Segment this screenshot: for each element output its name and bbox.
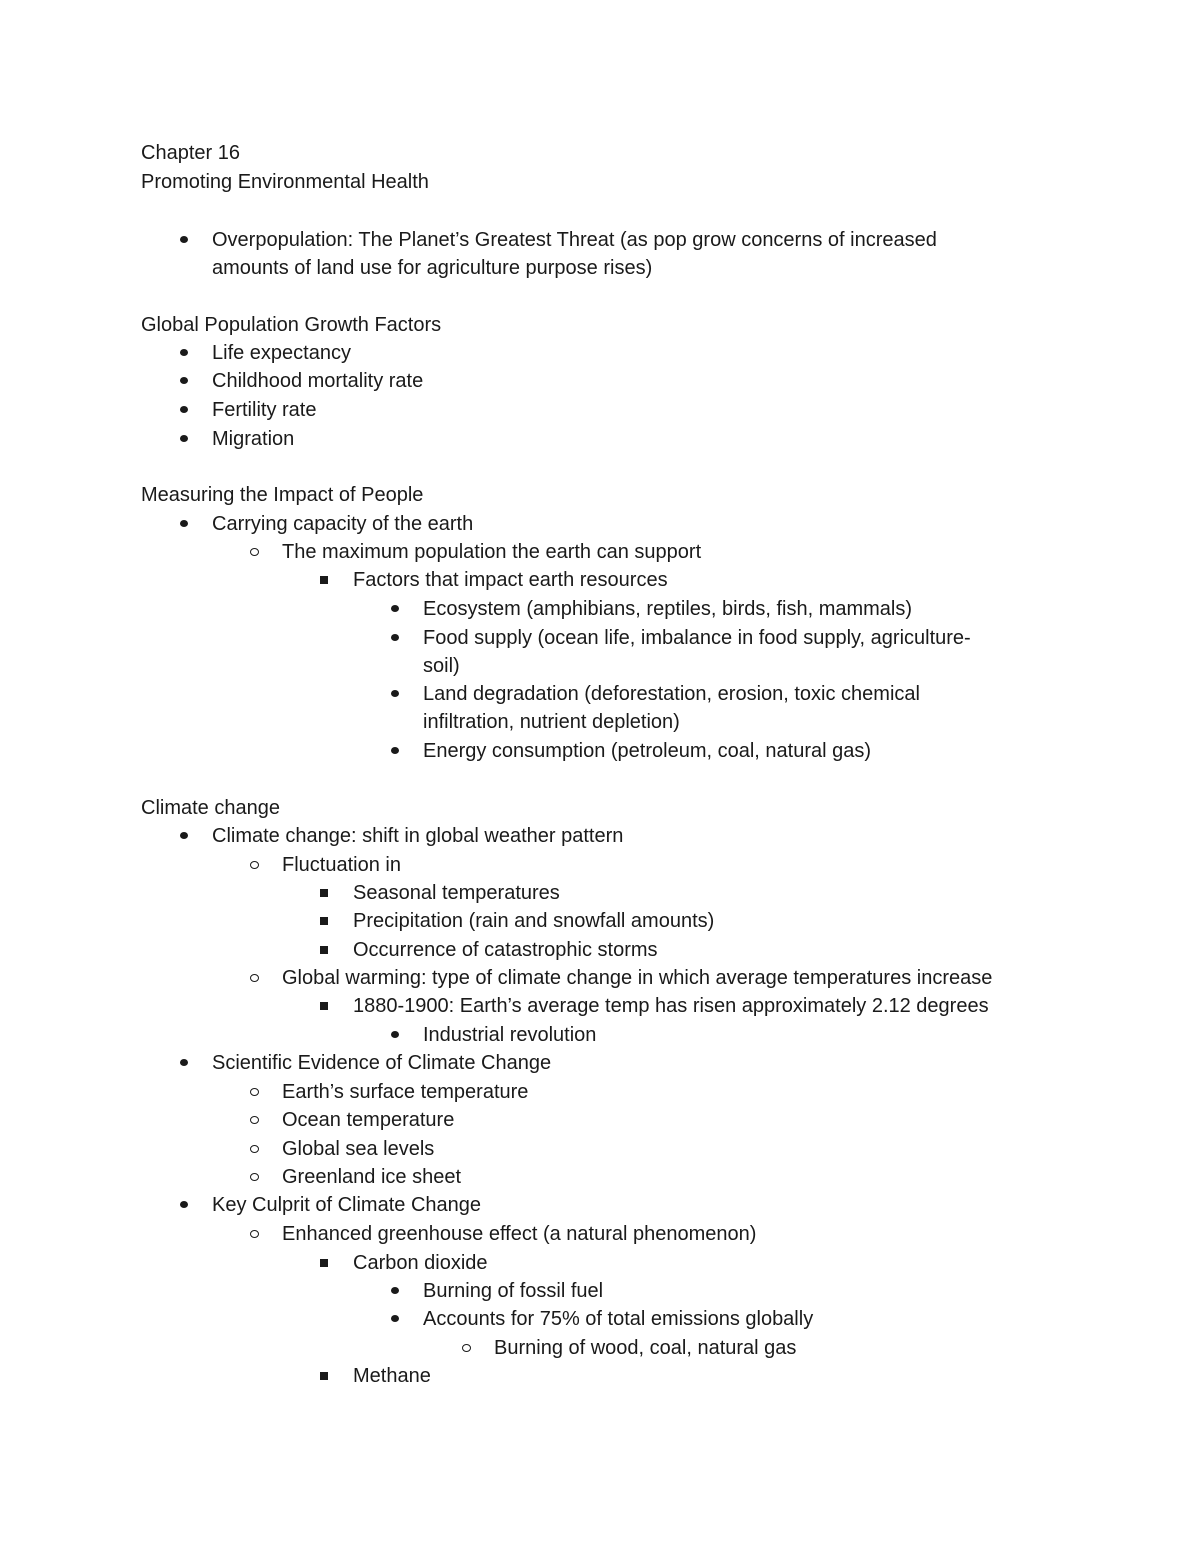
- bullet-dot-icon: [180, 406, 188, 413]
- bullet-dot-icon: [180, 377, 188, 384]
- bullet-square-icon: [320, 917, 328, 925]
- bullet-dot-icon: [391, 634, 399, 641]
- bullet-dot-icon: [180, 1201, 188, 1208]
- bullet-dot-icon: [391, 690, 399, 697]
- section-heading: Climate change: [141, 797, 280, 819]
- bullet-dot-icon: [180, 520, 188, 527]
- bullet-circle-icon: [250, 1173, 259, 1181]
- bullet-square-icon: [320, 1002, 328, 1010]
- bullet-dot-icon: [180, 236, 188, 243]
- bullet-circle-icon: [250, 974, 259, 982]
- bullet-dot-icon: [391, 605, 399, 612]
- page-title: Promoting Environmental Health: [141, 171, 429, 193]
- list-item-continuation: infiltration, nutrient depletion): [423, 711, 680, 733]
- bullet-circle-icon: [250, 548, 259, 556]
- bullet-dot-icon: [391, 747, 399, 754]
- bullet-circle-icon: [250, 1230, 259, 1238]
- bullet-square-icon: [320, 576, 328, 584]
- bullet-dot-icon: [391, 1287, 399, 1294]
- chapter-label: Chapter 16: [141, 142, 240, 164]
- bullet-dot-icon: [180, 435, 188, 442]
- bullet-dot-icon: [180, 349, 188, 356]
- bullet-dot-icon: [180, 832, 188, 839]
- bullet-circle-icon: [250, 1145, 259, 1153]
- bullet-dot-icon: [180, 1059, 188, 1066]
- bullet-circle-icon: [250, 1088, 259, 1096]
- section-heading: Global Population Growth Factors: [141, 314, 442, 336]
- list-item-continuation: amounts of land use for agriculture purpose rises): [212, 257, 653, 279]
- bullet-circle-icon: [250, 1116, 259, 1124]
- document-page: Chapter 16 Promoting Environmental Health Overpopulation: The Planet’s Greatest Threat (as pop grow concerns of increased amounts of land use for agriculture purpose rises) Global Population Growth Factors Life expectancy Childhood mortality rate Fertility rate Migration Measuring the Impact of People Carrying capacity of the earth The maximum population the earth can support Factors that impact earth resources Ecosystem (amphibians, reptiles, birds, fish, mammals) Food supply (ocean life, imbalance in food supply, agriculture- soil) Land degradation (deforestation, erosion, toxic chemical infiltration, nutrient depletion) Energy consumption (petroleum, coal, natural gas) Climate change Climate change: shift in global weather pattern Fluctuation in Seasonal temperatures Precipitation (rain and snowfall amounts) Occurrence of catastrophic storms Global warming: type of climate change in which average temperatures increase 1880-1900: Earth’s average temp has risen approximately 2.12 degrees Industrial revolution Scientific Evidence of Climate Change Earth’s surface temperature Ocean temperature Global sea levels Greenland ice sheet Key Culprit of Climate Change Enhanced greenhouse effect (a natural phenomenon) Carbon dioxide Burning of fossil fuel Accounts for 75% of total emissions globally Burning of wood, coal, natural gas Methane: [0, 0, 1200, 1553]
- bullet-square-icon: [320, 889, 328, 897]
- bullet-circle-icon: [250, 861, 259, 869]
- bullet-dot-icon: [391, 1031, 399, 1038]
- bullet-dot-icon: [391, 1315, 399, 1322]
- list-item-continuation: soil): [423, 655, 460, 677]
- bullet-circle-icon: [462, 1344, 471, 1352]
- bullet-square-icon: [320, 1259, 328, 1267]
- bullet-square-icon: [320, 946, 328, 954]
- section-heading: Measuring the Impact of People: [141, 484, 424, 506]
- bullet-square-icon: [320, 1372, 328, 1380]
